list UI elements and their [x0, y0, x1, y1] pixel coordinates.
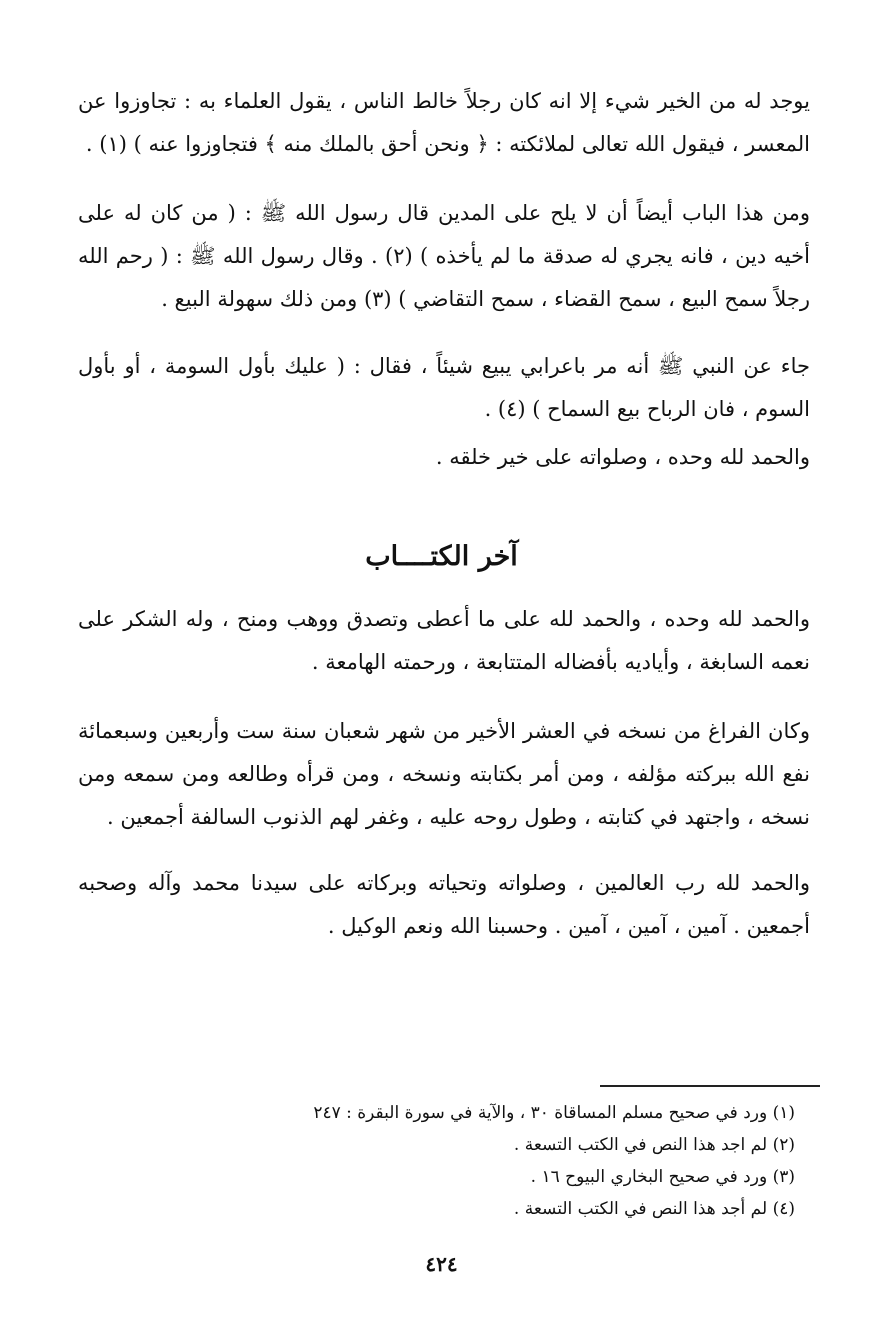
footnote-item: (١) ورد في صحيح مسلم المساقاة ٣٠ ، والآية في سورة البقرة : ٢٤٧ — [313, 1103, 795, 1123]
paragraph-final-prayer: والحمد لله رب العالمين ، وصلواته وتحياته وبركاته على سيدنا محمد وآله وصحبه أجمعين . آمين ، آمين ، آمين . وحسبنا الله ونعم الوكيل . — [78, 871, 810, 938]
footnote-item: (٢) لم اجد هذا النص في الكتب التسعة . — [513, 1135, 795, 1155]
paragraph-praise-closing: والحمد لله وحده ، وصلواته على خير خلقه . — [435, 445, 810, 469]
section-heading-end-of-book: آخر الكتــــاب — [365, 541, 518, 572]
paragraph-bedouin-sale: جاء عن النبي ﷺ أنه مر باعرابي يبيع شيئاً ، فقال : ( عليك بأول السومة ، أو بأول السوم ، فان الرباح بيع السماح ) (٤) . — [78, 354, 810, 421]
footnote-item: (٣) ورد في صحيح البخاري البيوح ١٦ . — [530, 1167, 795, 1187]
footnote-divider — [600, 1085, 820, 1087]
footnote-item: (٤) لم أجد هذا النص في الكتب التسعة . — [513, 1199, 795, 1219]
paragraph-hadith-debtor: يوجد له من الخير شيء إلا انه كان رجلاً خالط الناس ، يقول العلماء به : تجاوزوا عن المعسر ، فيقول الله تعالى لملائكته : ﴿ ونحن أحق بالملك منه ﴾ فتجاوزوا عنه ) (١) . — [78, 89, 810, 156]
page-number: ٤٢٤ — [425, 1252, 458, 1276]
paragraph-colophon: وكان الفراغ من نسخه في العشر الأخير من شهر شعبان سنة ست وأربعين وسبعمائة نفع الله ببركته مؤلفه ، ومن أمر بكتابته ونسخه ، ومن قرأه وطالعه ومن سمعه ومن نسخه ، واجتهد في كتابته ، وطول روحه عليه ، وغفر لهم الذنوب السالفة أجمعين . — [78, 719, 810, 829]
paragraph-leniency-debtor: ومن هذا الباب أيضاً أن لا يلح على المدين قال رسول الله ﷺ : ( من كان له على أخيه دين ، فانه يجري له صدقة ما لم يأخذه ) (٢) . وقال رسول الله ﷺ : ( رحم الله رجلاً سمح البيع ، سمح القضاء ، سمح التقاضي ) (٣) ومن ذلك سهولة البيع . — [78, 201, 810, 311]
footnotes-list — [250, 1097, 795, 1225]
paragraph-praise-thanks: والحمد لله وحده ، والحمد لله على ما أعطى وتصدق ووهب ومنح ، وله الشكر على نعمه السابغة ، وأياديه بأفضاله المتتابعة ، ورحمته الهامعة . — [78, 607, 810, 674]
